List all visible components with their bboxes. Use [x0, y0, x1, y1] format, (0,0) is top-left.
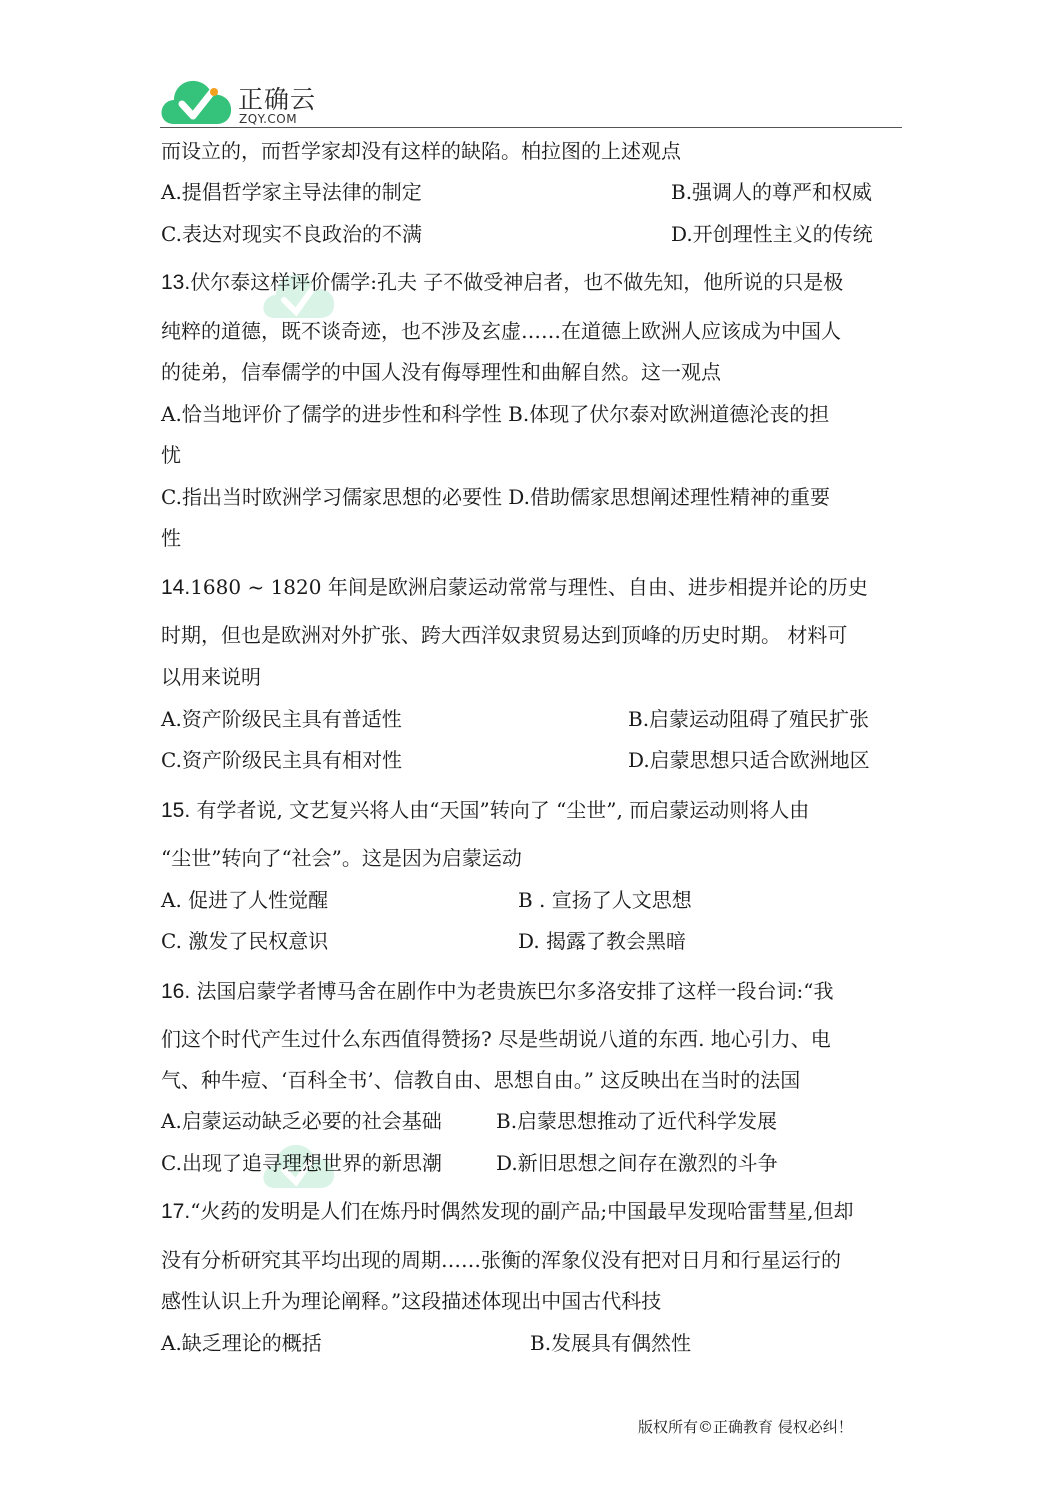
q15-option-d: D. 揭露了教会黑暗: [518, 929, 687, 953]
q13-options-ab-cont: 忧: [161, 443, 181, 467]
q14-option-a: A.资产阶级民主具有普适性: [161, 707, 402, 731]
q16-stem-line2: 们这个时代产生过什么东西值得赞扬? 尽是些胡说八道的东西. 地心引力、电: [161, 1027, 831, 1051]
q15-stem-line1: 15. 有学者说, 文艺复兴将人由“天国”转向了 “尘世”, 而启蒙运动则将人由: [161, 798, 810, 822]
header-divider: [160, 127, 902, 128]
q14-stem-line2: 时期，但也是欧洲对外扩张、跨大西洋奴隶贸易达到顶峰的历史时期。 材料可: [161, 623, 848, 647]
q16-stem-line3: 气、种牛痘、‘百科全书’、信教自由、思想自由。” 这反映出在当时的法国: [161, 1068, 801, 1092]
q12-option-a: A.提倡哲学家主导法律的制定: [161, 180, 422, 204]
question-number: 15.: [161, 799, 191, 822]
q14-option-d: D.启蒙思想只适合欧洲地区: [628, 748, 870, 772]
q12-option-d: D.开创理性主义的传统: [671, 222, 873, 246]
q17-stem-line3: 感性认识上升为理论阐释。”这段描述体现出中国古代科技: [161, 1289, 662, 1313]
q13-stem-line2: 纯粹的道德，既不谈奇迹，也不涉及玄虚……在道德上欧洲人应该成为中国人: [161, 319, 841, 343]
page-header: [160, 74, 902, 128]
q12-option-c: C.表达对现实不良政治的不满: [161, 222, 422, 246]
logo-domain: ZQY.COM: [239, 112, 298, 126]
q17-stem-line2: 没有分析研究其平均出现的周期……张衡的浑象仪没有把对日月和行星运行的: [161, 1248, 841, 1272]
q13-stem-line1: 13.伏尔泰这样评价儒学:孔夫 子不做受神启者，也不做先知，他所说的只是极: [161, 270, 844, 294]
copyright-footer: 版权所有©正确教育 侵权必纠！: [638, 1418, 853, 1436]
q16-option-c: C.出现了追寻理想世界的新思潮: [161, 1151, 442, 1175]
q12-stem-tail: 而设立的，而哲学家却没有这样的缺陷。柏拉图的上述观点: [161, 139, 681, 163]
q14-stem-line1: 14.1680 ~ 1820 年间是欧洲启蒙运动常常与理性、自由、进步相提并论的历史: [161, 575, 868, 599]
q14-option-c: C.资产阶级民主具有相对性: [161, 748, 402, 772]
logo-name: 正确云: [238, 85, 317, 114]
q16-stem-line1: 16. 法国启蒙学者博马舍在剧作中为老贵族巴尔多洛安排了这样一段台词:“我: [161, 979, 834, 1003]
q17-option-a: A.缺乏理论的概括: [161, 1331, 322, 1355]
q15-option-a: A. 促进了人性觉醒: [161, 888, 329, 912]
q14-stem-line3: 以用来说明: [161, 665, 261, 689]
q13-options-cd: C.指出当时欧洲学习儒家思想的必要性 D.借助儒家思想阐述理性精神的重要: [161, 485, 830, 509]
question-number: 17.: [161, 1200, 191, 1223]
q17-option-b: B.发展具有偶然性: [530, 1331, 692, 1355]
q15-option-b: B . 宣扬了人文思想: [518, 888, 692, 912]
question-number: 13.: [161, 271, 191, 294]
q13-stem-line3: 的徒弟，信奉儒学的中国人没有侮辱理性和曲解自然。这一观点: [161, 360, 721, 384]
q17-stem-line1: 17.“火药的发明是人们在炼丹时偶然发现的副产品;中国最早发现哈雷彗星,但却: [161, 1199, 854, 1223]
q15-stem-line2: “尘世”转向了“社会”。这是因为启蒙运动: [161, 846, 522, 870]
question-number: 14.: [161, 576, 191, 599]
q14-option-b: B.启蒙运动阻碍了殖民扩张: [628, 707, 870, 731]
question-number: 16.: [161, 980, 191, 1003]
q13-options-cd-cont: 性: [161, 526, 181, 550]
q12-option-b: B.强调人的尊严和权威: [671, 180, 873, 204]
q16-option-d: D.新旧思想之间存在激烈的斗争: [496, 1151, 778, 1175]
q15-option-c: C. 激发了民权意识: [161, 929, 329, 953]
q16-option-b: B.启蒙思想推动了近代科学发展: [496, 1109, 778, 1133]
q13-options-ab: A.恰当地评价了儒学的进步性和科学性 B.体现了伏尔泰对欧洲道德沦丧的担: [161, 402, 830, 426]
cloud-check-logo-icon: [160, 76, 234, 126]
q16-option-a: A.启蒙运动缺乏必要的社会基础: [161, 1109, 442, 1133]
